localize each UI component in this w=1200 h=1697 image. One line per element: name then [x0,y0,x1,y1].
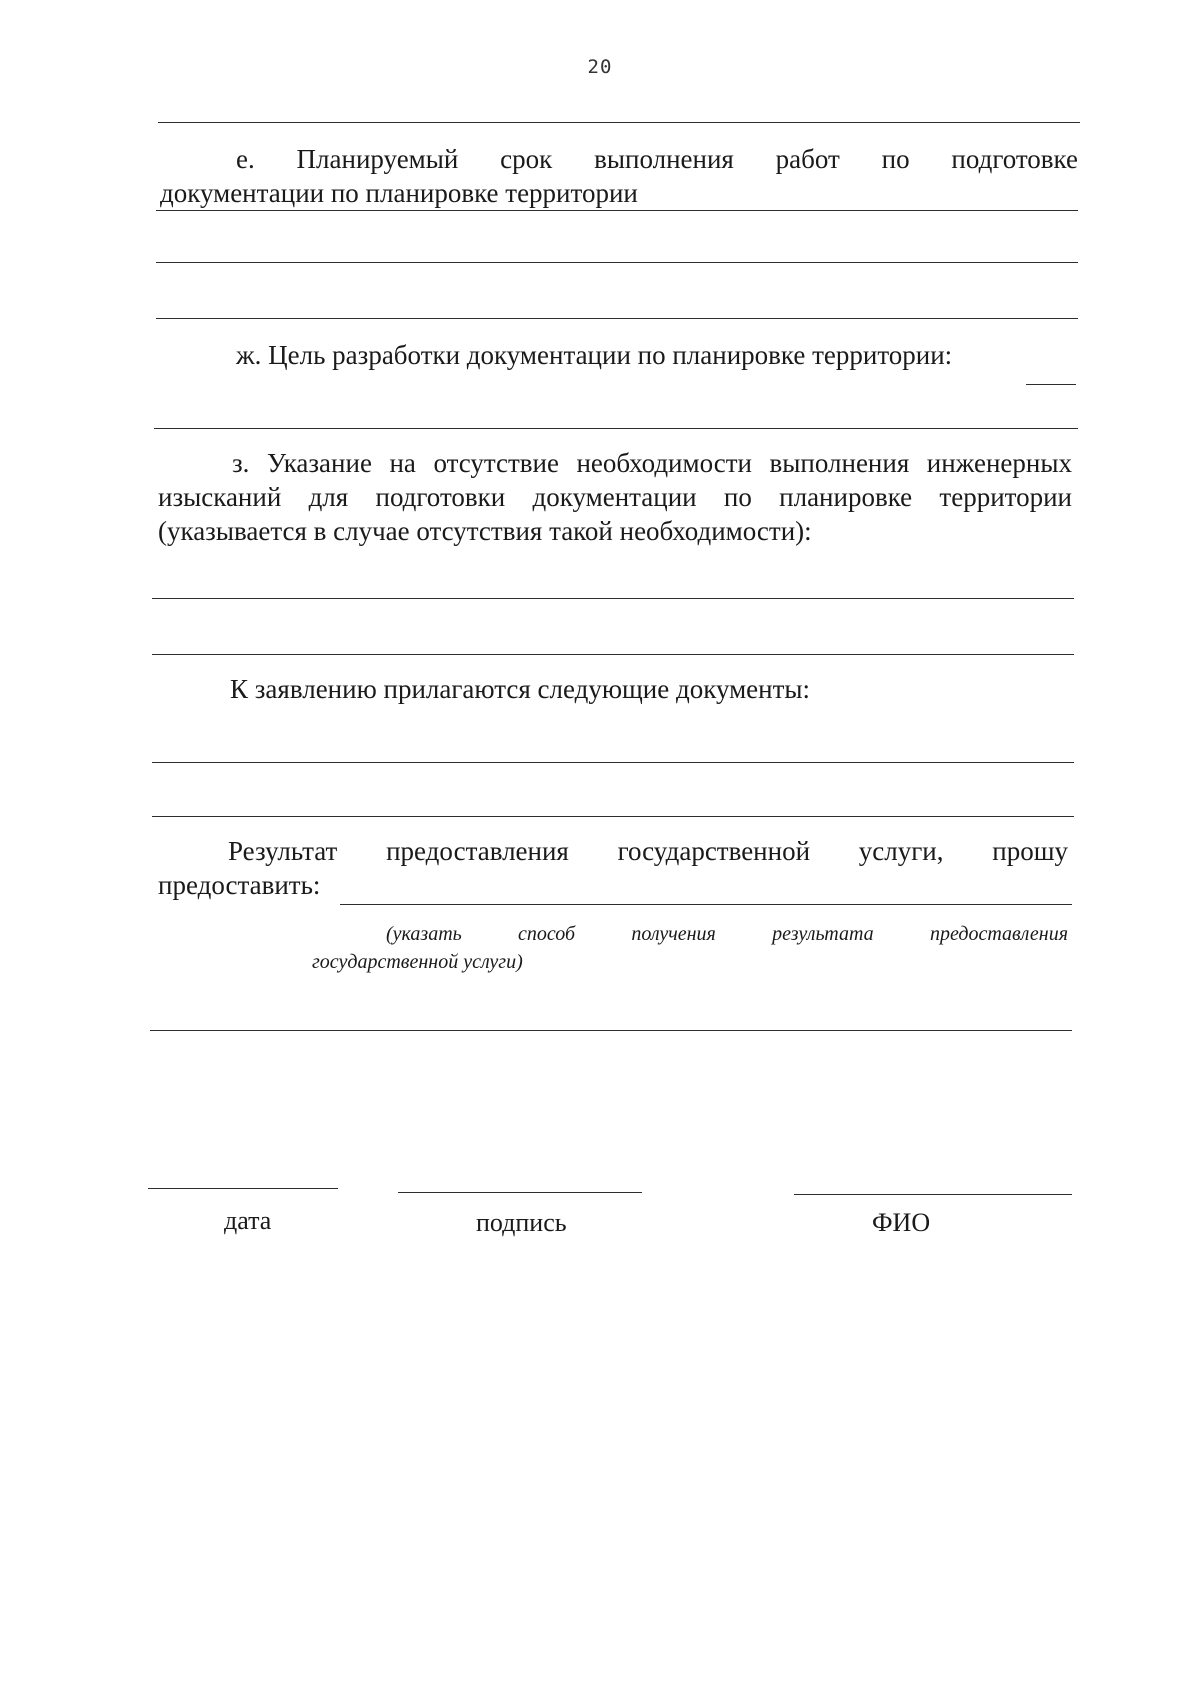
name-label: ФИО [872,1208,931,1237]
date-label: дата [224,1206,272,1235]
section-z-line-1: з. Указание на отсутствие необходимости выполнения инженерных [232,448,1072,478]
result-paragraph [158,834,1068,902]
section-z-fill-line-2[interactable] [152,654,1074,655]
section-zh-text: ж. Цель разработки документации по планировке территории: [236,340,953,370]
section-e-line-1: е. Планируемый срок выполнения работ по подготовке [236,144,1078,174]
result-fill-line[interactable] [340,904,1072,905]
result-hint-line-2: государственной услуги) [312,951,523,973]
result-fill-line-2[interactable] [150,1030,1072,1031]
signature-label: подпись [476,1208,567,1237]
section-zh-fill-line-short[interactable] [1026,384,1076,385]
result-line-1: Результат предоставления государственной услуги, прошу [228,836,1068,866]
section-z-paragraph [158,446,1072,548]
result-line-2: предоставить: [158,870,321,900]
name-fill-line[interactable] [794,1194,1072,1195]
signature-fill-line[interactable] [398,1192,642,1193]
attachments-fill-line-1[interactable] [152,762,1074,763]
attachments-fill-line-2[interactable] [152,816,1074,817]
result-hint [312,920,1068,976]
attachments-text: К заявлению прилагаются следующие документы: [230,674,811,704]
section-e-fill-line-1[interactable] [156,210,1078,211]
section-z-fill-line-1[interactable] [152,598,1074,599]
section-z-line-3: (указывается в случае отсутствия такой необходимости): [158,516,812,546]
top-rule [158,122,1080,123]
section-zh-paragraph [236,338,1076,372]
date-fill-line[interactable] [148,1188,338,1189]
page-number: 20 [587,56,613,78]
section-e-paragraph [160,142,1078,210]
section-e-line-2: документации по планировке территории [160,178,638,208]
attachments-paragraph [230,672,1070,706]
section-e-fill-line-2[interactable] [156,262,1078,263]
section-e-fill-line-3[interactable] [156,318,1078,319]
result-hint-line-1: (указать способ получения результата предоставления [386,923,1068,945]
section-zh-fill-line[interactable] [154,428,1078,429]
section-z-line-2: изысканий для подготовки документации по планировке территории [158,482,1072,512]
